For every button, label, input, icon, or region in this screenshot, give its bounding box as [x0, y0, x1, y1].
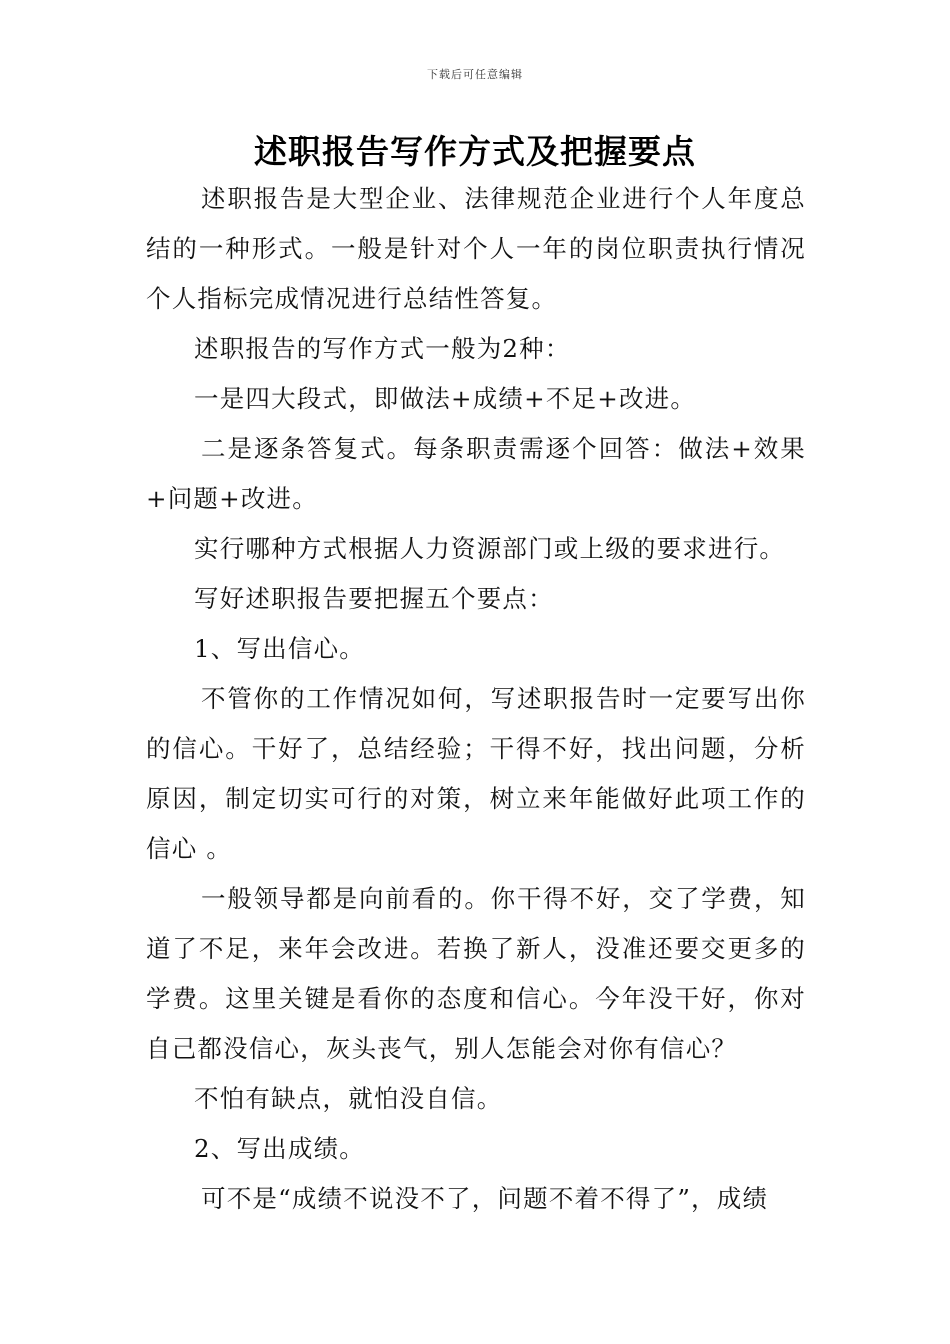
paragraph-intro: 述职报告是大型企业、法律规范企业进行个人年度总结的一种形式。一般是针对个人一年的岗位职责执行情况个人指标完成情况进行总结性答复。: [146, 184, 806, 313]
paragraph-achievements: 可不是“成绩不说没不了，问题不着不得了”，成绩: [201, 1184, 769, 1213]
document-title: 述职报告写作方式及把握要点: [254, 132, 696, 171]
paragraph-five-points: 写好述职报告要把握五个要点：: [194, 584, 554, 613]
paragraph-methods-count: 述职报告的写作方式一般为2种：: [194, 334, 571, 363]
paragraph-confidence: 不管你的工作情况如何，写述职报告时一定要写出你的信心。干好了，总结经验；干得不好，找出问题，分析原因，制定切实可行的对策，树立来年能做好此项工作的信心 。: [146, 684, 806, 863]
header-note: 下载后可任意编辑: [427, 68, 523, 81]
paragraph-method-two: 二是逐条答复式。每条职责需逐个回答：做法+效果+问题+改进。: [146, 434, 806, 513]
heading-point-one: 1、写出信心。: [194, 634, 365, 663]
paragraph-method-choice: 实行哪种方式根据人力资源部门或上级的要求进行。: [194, 534, 786, 563]
heading-point-two: 2、写出成绩。: [194, 1134, 365, 1163]
paragraph-no-fear: 不怕有缺点，就怕没自信。: [194, 1084, 503, 1113]
document-body: [146, 174, 806, 1224]
paragraph-leaders: 一般领导都是向前看的。你干得不好，交了学费，知道了不足，来年会改进。若换了新人，没准还要交更多的学费。这里关键是看你的态度和信心。今年没干好，你对自己都没信心，灰头丧气，别人怎能会对你有信心？: [146, 884, 806, 1063]
paragraph-method-one: 一是四大段式，即做法+成绩+不足+改进。: [194, 384, 697, 413]
